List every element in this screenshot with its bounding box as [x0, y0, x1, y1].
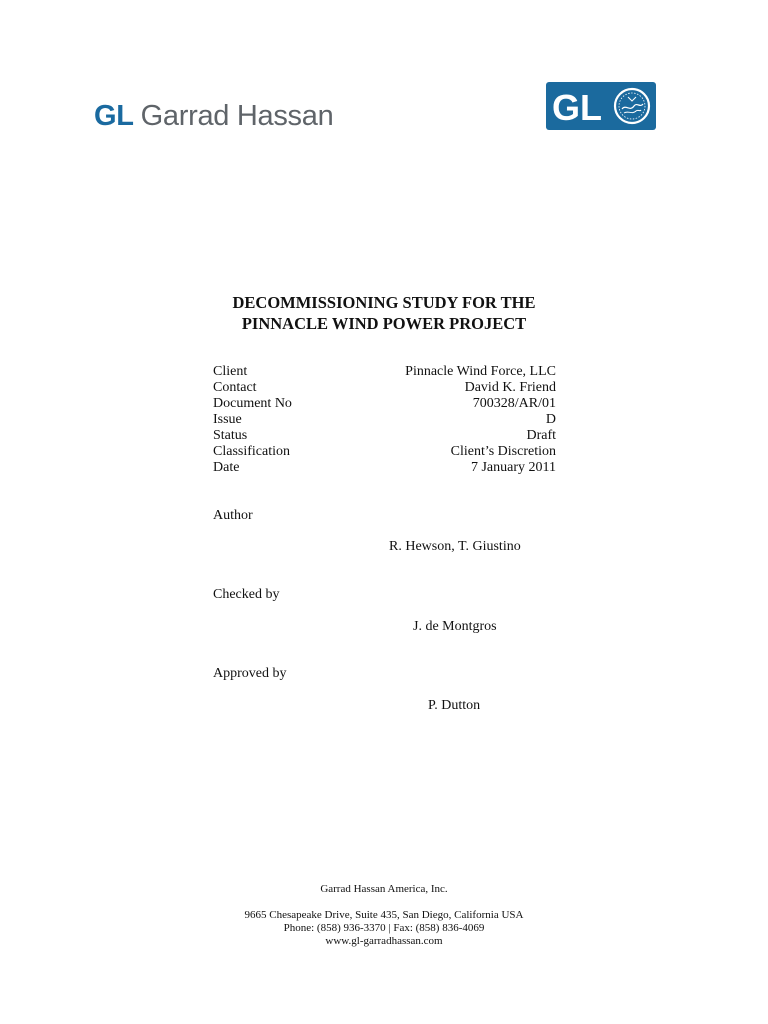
meta-value: David K. Friend — [464, 380, 556, 395]
meta-row-date — [213, 460, 556, 476]
globe-seal-icon — [615, 89, 649, 123]
meta-label: Issue — [213, 412, 242, 427]
meta-label: Status — [213, 428, 248, 443]
meta-value: Draft — [526, 428, 556, 443]
meta-value: D — [545, 412, 556, 427]
checked-by-names: J. de Montgros — [413, 619, 497, 634]
meta-row-client — [213, 364, 556, 380]
meta-value: 7 January 2011 — [470, 460, 556, 475]
footer-company: Garrad Hassan America, Inc. — [320, 883, 448, 895]
meta-value: 700328/AR/01 — [472, 396, 556, 411]
logo-prefix: GL — [94, 100, 134, 132]
logo-name: Garrad Hassan — [140, 100, 334, 132]
meta-label: Document No — [213, 396, 292, 411]
meta-row-document-no — [213, 396, 556, 412]
meta-label: Contact — [213, 380, 257, 395]
garrad-hassan-logo — [94, 100, 333, 133]
footer-web: www.gl-garradhassan.com — [325, 935, 443, 947]
footer-address: 9665 Chesapeake Drive, Suite 435, San Diego, California USA — [244, 909, 524, 921]
meta-value: Pinnacle Wind Force, LLC — [405, 364, 556, 379]
document-title — [0, 292, 768, 334]
approved-by-names: P. Dutton — [428, 698, 481, 713]
author-label: Author — [213, 508, 253, 523]
meta-row-status — [213, 428, 556, 444]
author-names: R. Hewson, T. Giustino — [389, 539, 521, 554]
meta-row-classification — [213, 444, 556, 460]
gl-badge-logo — [546, 82, 656, 130]
title-line-2: PINNACLE WIND POWER PROJECT — [241, 314, 527, 333]
meta-value: Client’s Discretion — [450, 444, 556, 459]
meta-label: Date — [213, 460, 240, 475]
document-metadata — [213, 364, 556, 476]
meta-label: Client — [213, 364, 248, 379]
meta-label: Classification — [213, 444, 290, 459]
approved-by-label: Approved by — [213, 666, 287, 681]
checked-by-label: Checked by — [213, 587, 280, 602]
badge-text: GL — [552, 87, 602, 128]
footer-phone: Phone: (858) 936-3370 | Fax: (858) 836-4069 — [283, 922, 485, 934]
title-line-1: DECOMMISSIONING STUDY FOR THE — [232, 293, 536, 312]
footer-contact — [0, 909, 768, 948]
gl-badge-graphic — [546, 82, 656, 130]
meta-row-contact — [213, 380, 556, 396]
meta-row-issue — [213, 412, 556, 428]
